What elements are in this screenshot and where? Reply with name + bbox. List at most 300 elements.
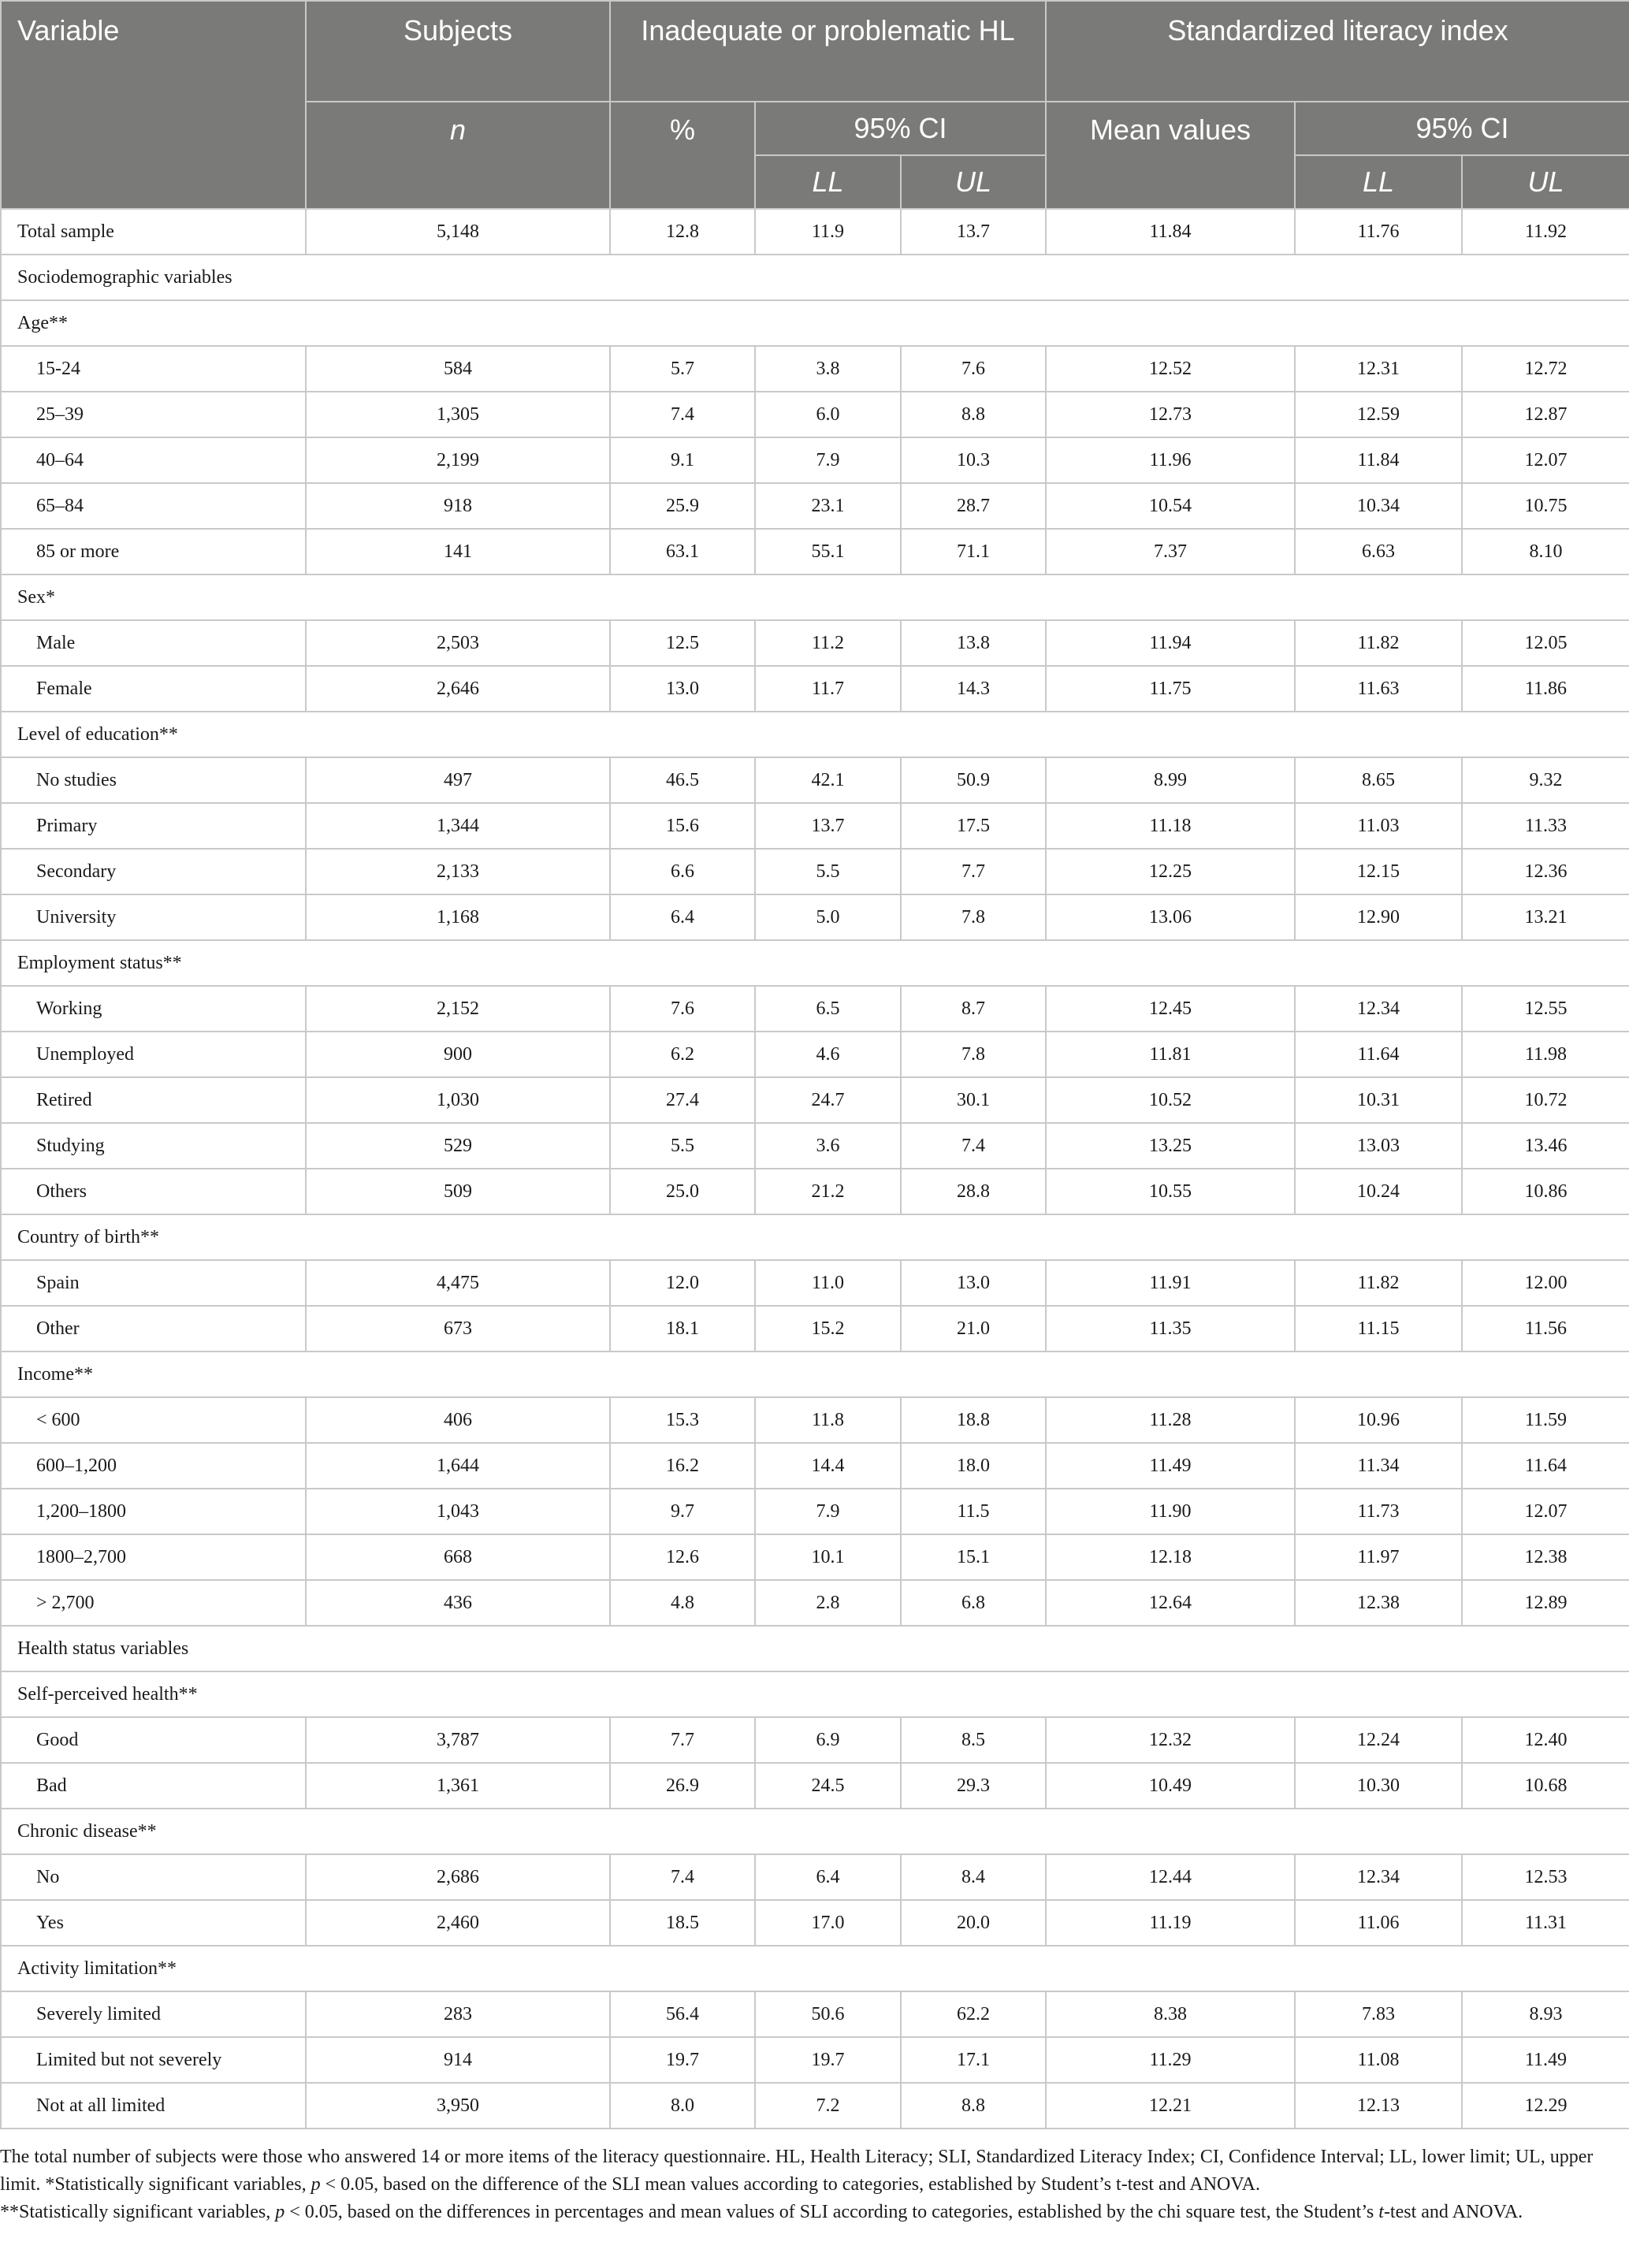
group-row [1, 1946, 1629, 1991]
table-cell: 12.8 [610, 209, 755, 255]
table-cell: 20.0 [901, 1900, 1046, 1946]
section-row [1, 1626, 1629, 1671]
row-label: 65–84 [1, 483, 306, 529]
table-cell: 12.0 [610, 1260, 755, 1306]
footnote-text: -test and ANOVA. [1383, 2202, 1523, 2222]
row-label: 1800–2,700 [1, 1534, 306, 1580]
table-cell: 11.84 [1046, 209, 1295, 255]
table-cell: 63.1 [610, 529, 755, 574]
table-row [1, 437, 1629, 483]
table-row [1, 1032, 1629, 1077]
table-row [1, 620, 1629, 666]
table-cell: 141 [306, 529, 610, 574]
row-label: Female [1, 666, 306, 712]
table-row [1, 894, 1629, 940]
table-cell: 9.1 [610, 437, 755, 483]
table-cell: 12.34 [1295, 986, 1462, 1032]
table-cell: 8.0 [610, 2083, 755, 2129]
table-row [1, 529, 1629, 574]
table-cell: 12.25 [1046, 849, 1295, 894]
row-label: 85 or more [1, 529, 306, 574]
table-cell: 46.5 [610, 757, 755, 803]
table-cell: 529 [306, 1123, 610, 1169]
row-label: Working [1, 986, 306, 1032]
table-cell: 673 [306, 1306, 610, 1352]
table-cell: 1,644 [306, 1443, 610, 1489]
table-cell: 4.8 [610, 1580, 755, 1626]
table-cell: 1,168 [306, 894, 610, 940]
header-ul-hl: UL [901, 155, 1046, 209]
table-cell: 11.84 [1295, 437, 1462, 483]
row-label: No [1, 1854, 306, 1900]
table-cell: 11.73 [1295, 1489, 1462, 1534]
table-row [1, 483, 1629, 529]
table-cell: 8.99 [1046, 757, 1295, 803]
table-cell: 12.38 [1462, 1534, 1629, 1580]
table-cell: 3.8 [755, 346, 901, 392]
table-cell: 11.08 [1295, 2037, 1462, 2083]
footnote-text: < 0.05, based on the differences in percentages and mean values of SLI according to categories, established by the chi square test, the Student’s [285, 2202, 1379, 2222]
table-cell: 29.3 [901, 1763, 1046, 1809]
table-cell: 13.46 [1462, 1123, 1629, 1169]
table-cell: 11.64 [1462, 1443, 1629, 1489]
group-row [1, 1809, 1629, 1854]
table-cell: 12.5 [610, 620, 755, 666]
table-row [1, 1534, 1629, 1580]
table-cell: 12.40 [1462, 1717, 1629, 1763]
table-cell: 12.44 [1046, 1854, 1295, 1900]
row-label: 15-24 [1, 346, 306, 392]
table-cell: 13.8 [901, 620, 1046, 666]
row-label: Not at all limited [1, 2083, 306, 2129]
footnote-text: p [275, 2202, 285, 2222]
table-footnote [0, 2143, 1629, 2226]
table-cell: 10.30 [1295, 1763, 1462, 1809]
table-cell: 668 [306, 1534, 610, 1580]
table-cell: 12.73 [1046, 392, 1295, 437]
table-cell: 50.9 [901, 757, 1046, 803]
table-cell: 12.87 [1462, 392, 1629, 437]
table-cell: 2,152 [306, 986, 610, 1032]
table-row [1, 666, 1629, 712]
row-label: Other [1, 1306, 306, 1352]
table-cell: 12.52 [1046, 346, 1295, 392]
table-cell: 28.8 [901, 1169, 1046, 1214]
table-cell: 1,344 [306, 803, 610, 849]
table-cell: 24.7 [755, 1077, 901, 1123]
row-label: Retired [1, 1077, 306, 1123]
row-label: > 2,700 [1, 1580, 306, 1626]
table-cell: 5,148 [306, 209, 610, 255]
footnote-text: < 0.05, based on the difference of the SLI mean values according to categories, established by Student’s t-test and ANOVA. [320, 2174, 1260, 2195]
table-cell: 2,646 [306, 666, 610, 712]
table-cell: 13.06 [1046, 894, 1295, 940]
table-row [1, 1306, 1629, 1352]
table-cell: 584 [306, 346, 610, 392]
table-cell: 6.9 [755, 1717, 901, 1763]
group-row [1, 300, 1629, 346]
row-label: Good [1, 1717, 306, 1763]
table-cell: 12.31 [1295, 346, 1462, 392]
header-n: n [306, 102, 610, 209]
table-cell: 42.1 [755, 757, 901, 803]
table-cell: 13.21 [1462, 894, 1629, 940]
table-cell: 11.94 [1046, 620, 1295, 666]
table-cell: 11.34 [1295, 1443, 1462, 1489]
table-cell: 25.9 [610, 483, 755, 529]
section-label: Sociodemographic variables [1, 255, 1629, 300]
table-cell: 4,475 [306, 1260, 610, 1306]
table-row [1, 209, 1629, 255]
table-cell: 11.90 [1046, 1489, 1295, 1534]
table-row [1, 757, 1629, 803]
table-cell: 18.8 [901, 1397, 1046, 1443]
table-row [1, 1169, 1629, 1214]
table-cell: 11.97 [1295, 1534, 1462, 1580]
table-cell: 26.9 [610, 1763, 755, 1809]
table-row [1, 1991, 1629, 2037]
table-cell: 10.49 [1046, 1763, 1295, 1809]
table-cell: 13.03 [1295, 1123, 1462, 1169]
group-label: Chronic disease** [1, 1809, 1629, 1854]
table-cell: 12.00 [1462, 1260, 1629, 1306]
table-cell: 11.06 [1295, 1900, 1462, 1946]
group-label: Country of birth** [1, 1214, 1629, 1260]
row-label: < 600 [1, 1397, 306, 1443]
group-row [1, 1671, 1629, 1717]
table-cell: 6.5 [755, 986, 901, 1032]
table-cell: 8.5 [901, 1717, 1046, 1763]
group-label: Age** [1, 300, 1629, 346]
row-label: Male [1, 620, 306, 666]
table-cell: 11.03 [1295, 803, 1462, 849]
group-label: Sex* [1, 574, 1629, 620]
table-cell: 12.89 [1462, 1580, 1629, 1626]
table-cell: 6.4 [755, 1854, 901, 1900]
table-cell: 11.96 [1046, 437, 1295, 483]
table-cell: 12.21 [1046, 2083, 1295, 2129]
table-cell: 918 [306, 483, 610, 529]
header-percent: % [610, 102, 755, 209]
table-cell: 8.7 [901, 986, 1046, 1032]
header-ci-hl: 95% CI [755, 102, 1046, 155]
table-cell: 1,305 [306, 392, 610, 437]
table-row [1, 392, 1629, 437]
table-cell: 17.5 [901, 803, 1046, 849]
table-cell: 56.4 [610, 1991, 755, 2037]
group-label: Employment status** [1, 940, 1629, 986]
footnote-text: p [311, 2174, 321, 2195]
table-cell: 7.6 [901, 346, 1046, 392]
table-cell: 11.19 [1046, 1900, 1295, 1946]
table-cell: 11.92 [1462, 209, 1629, 255]
table-cell: 10.72 [1462, 1077, 1629, 1123]
table-cell: 10.24 [1295, 1169, 1462, 1214]
table-cell: 12.13 [1295, 2083, 1462, 2129]
table-cell: 436 [306, 1580, 610, 1626]
row-label: Severely limited [1, 1991, 306, 2037]
table-cell: 5.5 [755, 849, 901, 894]
header-ul-sli: UL [1462, 155, 1629, 209]
table-cell: 7.8 [901, 1032, 1046, 1077]
table-cell: 10.96 [1295, 1397, 1462, 1443]
table-cell: 17.0 [755, 1900, 901, 1946]
table-cell: 7.7 [901, 849, 1046, 894]
table-cell: 914 [306, 2037, 610, 2083]
table-cell: 12.18 [1046, 1534, 1295, 1580]
table-cell: 17.1 [901, 2037, 1046, 2083]
table-cell: 7.2 [755, 2083, 901, 2129]
table-cell: 10.68 [1462, 1763, 1629, 1809]
header-ll-sli: LL [1295, 155, 1462, 209]
row-label: Studying [1, 1123, 306, 1169]
table-cell: 15.1 [901, 1534, 1046, 1580]
table-cell: 11.7 [755, 666, 901, 712]
table-cell: 5.5 [610, 1123, 755, 1169]
table-cell: 6.4 [610, 894, 755, 940]
table-cell: 13.0 [610, 666, 755, 712]
table-cell: 27.4 [610, 1077, 755, 1123]
table-cell: 13.0 [901, 1260, 1046, 1306]
table-cell: 8.65 [1295, 757, 1462, 803]
table-row [1, 803, 1629, 849]
table-row [1, 849, 1629, 894]
table-cell: 12.29 [1462, 2083, 1629, 2129]
row-label: University [1, 894, 306, 940]
table-cell: 10.54 [1046, 483, 1295, 529]
table-cell: 3,787 [306, 1717, 610, 1763]
table-cell: 12.90 [1295, 894, 1462, 940]
row-label: Others [1, 1169, 306, 1214]
section-label: Health status variables [1, 1626, 1629, 1671]
table-cell: 11.29 [1046, 2037, 1295, 2083]
table-cell: 12.6 [610, 1534, 755, 1580]
table-cell: 11.82 [1295, 1260, 1462, 1306]
row-label: Bad [1, 1763, 306, 1809]
table-cell: 7.9 [755, 437, 901, 483]
row-label: Limited but not severely [1, 2037, 306, 2083]
table-cell: 11.64 [1295, 1032, 1462, 1077]
table-cell: 12.32 [1046, 1717, 1295, 1763]
footnote-line-1 [0, 2143, 1629, 2199]
table-cell: 11.35 [1046, 1306, 1295, 1352]
table-cell: 11.2 [755, 620, 901, 666]
table-cell: 5.0 [755, 894, 901, 940]
table-cell: 12.24 [1295, 1717, 1462, 1763]
table-cell: 2,460 [306, 1900, 610, 1946]
table-cell: 11.33 [1462, 803, 1629, 849]
table-cell: 12.34 [1295, 1854, 1462, 1900]
table-row [1, 2037, 1629, 2083]
table-cell: 14.4 [755, 1443, 901, 1489]
table-cell: 6.2 [610, 1032, 755, 1077]
table-cell: 2,686 [306, 1854, 610, 1900]
table-cell: 15.2 [755, 1306, 901, 1352]
table-row [1, 1397, 1629, 1443]
group-label: Income** [1, 1352, 1629, 1397]
table-cell: 7.37 [1046, 529, 1295, 574]
group-row [1, 574, 1629, 620]
header-subjects: Subjects [306, 1, 610, 102]
table-cell: 8.93 [1462, 1991, 1629, 2037]
row-label: Yes [1, 1900, 306, 1946]
row-label: No studies [1, 757, 306, 803]
footnote-text: The total number of subjects were those who answered 14 or more items of the literacy questionnaire. HL, Health Literacy; SLI, Standardized Literacy Index; CI, Confidence Interval; LL, lower limit; UL, upper limit. *Statistically significant variables, [0, 2147, 1594, 2195]
row-label: 1,200–1800 [1, 1489, 306, 1534]
table-row [1, 1763, 1629, 1809]
table-cell: 11.31 [1462, 1900, 1629, 1946]
table-row [1, 1717, 1629, 1763]
table-row [1, 1580, 1629, 1626]
table-cell: 71.1 [901, 529, 1046, 574]
table-cell: 11.82 [1295, 620, 1462, 666]
table-cell: 3,950 [306, 2083, 610, 2129]
table-cell: 19.7 [610, 2037, 755, 2083]
table-cell: 11.9 [755, 209, 901, 255]
table-cell: 12.07 [1462, 1489, 1629, 1534]
table-cell: 15.3 [610, 1397, 755, 1443]
table-cell: 10.1 [755, 1534, 901, 1580]
table-cell: 11.75 [1046, 666, 1295, 712]
group-label: Self-perceived health** [1, 1671, 1629, 1717]
table-cell: 3.6 [755, 1123, 901, 1169]
table-cell: 12.05 [1462, 620, 1629, 666]
table-header [1, 1, 1629, 209]
table-cell: 9.7 [610, 1489, 755, 1534]
footnote-line-2 [0, 2199, 1629, 2226]
table-cell: 5.7 [610, 346, 755, 392]
table-cell: 9.32 [1462, 757, 1629, 803]
table-body [1, 209, 1629, 2129]
table-cell: 900 [306, 1032, 610, 1077]
table-cell: 11.63 [1295, 666, 1462, 712]
table-cell: 7.6 [610, 986, 755, 1032]
table-cell: 7.9 [755, 1489, 901, 1534]
table-cell: 18.5 [610, 1900, 755, 1946]
table-row [1, 2083, 1629, 2129]
table-cell: 11.98 [1462, 1032, 1629, 1077]
table-cell: 509 [306, 1169, 610, 1214]
table-cell: 10.31 [1295, 1077, 1462, 1123]
header-variable: Variable [1, 1, 306, 209]
table-cell: 11.49 [1462, 2037, 1629, 2083]
table-row [1, 1077, 1629, 1123]
table-cell: 24.5 [755, 1763, 901, 1809]
table-cell: 16.2 [610, 1443, 755, 1489]
table-cell: 62.2 [901, 1991, 1046, 2037]
table-cell: 1,030 [306, 1077, 610, 1123]
header-ll-hl: LL [755, 155, 901, 209]
row-label: 600–1,200 [1, 1443, 306, 1489]
group-label: Level of education** [1, 712, 1629, 757]
section-row [1, 255, 1629, 300]
table-cell: 10.86 [1462, 1169, 1629, 1214]
table-cell: 6.63 [1295, 529, 1462, 574]
table-cell: 10.55 [1046, 1169, 1295, 1214]
table-cell: 11.8 [755, 1397, 901, 1443]
table-row [1, 986, 1629, 1032]
table-cell: 6.0 [755, 392, 901, 437]
header-ci-sli: 95% CI [1295, 102, 1629, 155]
table-cell: 11.0 [755, 1260, 901, 1306]
footnote-text: t [1378, 2202, 1384, 2222]
group-row [1, 940, 1629, 986]
table-row [1, 1489, 1629, 1534]
table-cell: 11.76 [1295, 209, 1462, 255]
table-cell: 1,361 [306, 1763, 610, 1809]
table-row [1, 1900, 1629, 1946]
table-cell: 6.8 [901, 1580, 1046, 1626]
table-cell: 497 [306, 757, 610, 803]
table-row [1, 1854, 1629, 1900]
table-cell: 12.55 [1462, 986, 1629, 1032]
table-cell: 12.15 [1295, 849, 1462, 894]
group-label: Activity limitation** [1, 1946, 1629, 1991]
row-label: 25–39 [1, 392, 306, 437]
table-cell: 25.0 [610, 1169, 755, 1214]
table-cell: 11.56 [1462, 1306, 1629, 1352]
table-cell: 14.3 [901, 666, 1046, 712]
table-cell: 10.3 [901, 437, 1046, 483]
table-cell: 6.6 [610, 849, 755, 894]
row-label: Secondary [1, 849, 306, 894]
table-cell: 55.1 [755, 529, 901, 574]
table-cell: 7.4 [901, 1123, 1046, 1169]
table-cell: 7.7 [610, 1717, 755, 1763]
table-cell: 11.81 [1046, 1032, 1295, 1077]
table-cell: 13.7 [755, 803, 901, 849]
table-cell: 18.1 [610, 1306, 755, 1352]
table-cell: 18.0 [901, 1443, 1046, 1489]
table-row [1, 346, 1629, 392]
table-cell: 30.1 [901, 1077, 1046, 1123]
row-label: 40–64 [1, 437, 306, 483]
header-sli: Standardized literacy index [1046, 1, 1629, 102]
table-cell: 2,503 [306, 620, 610, 666]
table-cell: 8.4 [901, 1854, 1046, 1900]
table-cell: 50.6 [755, 1991, 901, 2037]
table-cell: 11.49 [1046, 1443, 1295, 1489]
table-cell: 10.52 [1046, 1077, 1295, 1123]
group-row [1, 1352, 1629, 1397]
table-cell: 12.38 [1295, 1580, 1462, 1626]
table-cell: 13.7 [901, 209, 1046, 255]
table-cell: 12.36 [1462, 849, 1629, 894]
row-label: Total sample [1, 209, 306, 255]
table-cell: 12.07 [1462, 437, 1629, 483]
table-cell: 23.1 [755, 483, 901, 529]
table-cell: 8.8 [901, 392, 1046, 437]
table-cell: 10.34 [1295, 483, 1462, 529]
footnote-text: **Statistically significant variables, [0, 2202, 276, 2222]
table-cell: 11.28 [1046, 1397, 1295, 1443]
table-cell: 11.15 [1295, 1306, 1462, 1352]
table-cell: 7.8 [901, 894, 1046, 940]
table-cell: 406 [306, 1397, 610, 1443]
table-cell: 8.8 [901, 2083, 1046, 2129]
table-cell: 11.91 [1046, 1260, 1295, 1306]
group-row [1, 712, 1629, 757]
row-label: Unemployed [1, 1032, 306, 1077]
table-cell: 2,133 [306, 849, 610, 894]
table-cell: 12.64 [1046, 1580, 1295, 1626]
table-cell: 8.38 [1046, 1991, 1295, 2037]
table-cell: 11.86 [1462, 666, 1629, 712]
table-cell: 4.6 [755, 1032, 901, 1077]
table-cell: 21.0 [901, 1306, 1046, 1352]
table-cell: 8.10 [1462, 529, 1629, 574]
row-label: Primary [1, 803, 306, 849]
